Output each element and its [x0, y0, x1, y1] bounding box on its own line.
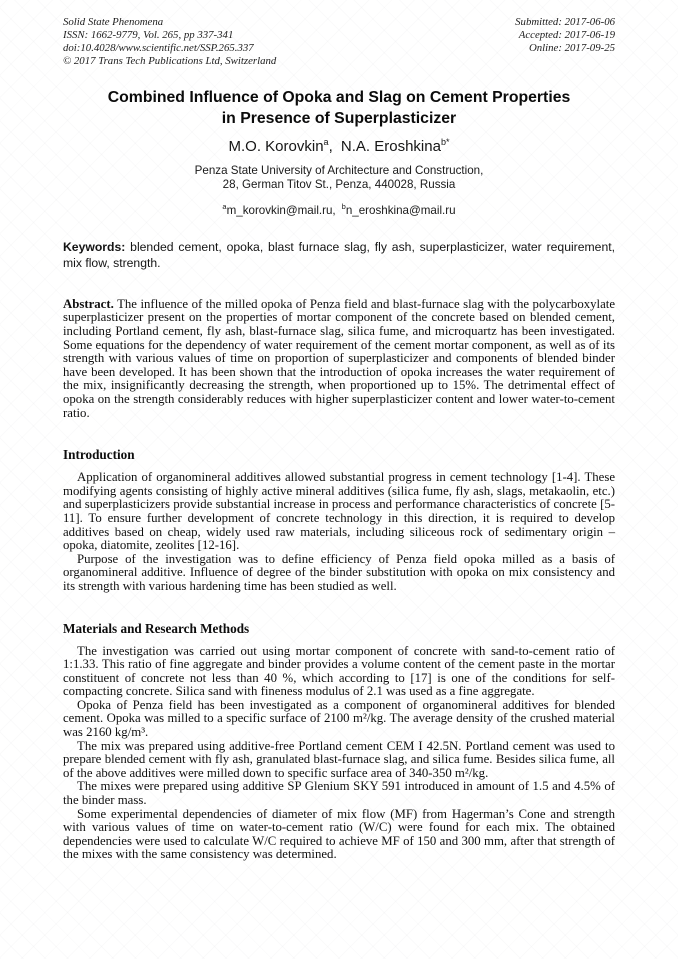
journal-masthead: [63, 16, 615, 68]
introduction-heading: Introduction: [63, 447, 135, 463]
abstract-label: Abstract.: [63, 296, 114, 311]
email-1: m_korovkin@mail.ru,: [226, 203, 336, 217]
journal-copyright: © 2017 Trans Tech Publications Ltd, Switzerland: [63, 54, 277, 67]
journal-doi: doi:10.4028/www.scientific.net/SSP.265.337: [63, 41, 254, 54]
email-2-superscript: b: [341, 201, 346, 211]
materials-paragraph-5: Some experimental dependencies of diameter of mix flow (MF) from Hagerman’s Cone and strength with various values of time on water-to-cement ratio (W/C) were found for each mix. The obtained dependencies were used to calculate W/C required to achieve MF of 150 and 300 mm, after that strength of the mixes with the same consistency was determined.: [63, 806, 615, 862]
author-2-superscript: b*: [440, 136, 450, 147]
author-emails: [63, 201, 615, 217]
email-2: n_eroshkina@mail.ru: [345, 203, 456, 217]
introduction-paragraph-1: Application of organomineral additives allowed substantial progress in cement technology [1-4]. These modifying agents consisting of highly active mineral additives (silica fume, fly ash, slags, metakaolin, etc.) and superplasticizers provide substantial increase in process and performance characteristics of concrete [5-11]. To ensure further development of concrete technology in this direction, it is required to develop additives based on cheap, widely used raw materials, including siliceous rock of sedimentary origin – opoka, diatomite, zeolites [12-16].: [63, 470, 615, 553]
journal-info: [63, 16, 276, 68]
author-1-superscript: a: [323, 136, 329, 147]
keywords-label: Keywords:: [63, 239, 126, 254]
abstract-block: [63, 298, 615, 420]
journal-issn-volume: ISSN: 1662-9779, Vol. 265, pp 337-341: [63, 28, 234, 41]
affiliation-line1: Penza State University of Architecture and Construction,: [194, 163, 484, 177]
materials-paragraph-2: Opoka of Penza field has been investigated as a component of organomineral additives for blended cement. Opoka was milled to a specific surface of 2100 m²/kg. The average density of the crushed material was 2160 kg/m³.: [63, 697, 615, 740]
online-date: Online: 2017-09-25: [528, 41, 615, 54]
author-2: N.A. Eroshkina: [340, 137, 441, 155]
author-1: M.O. Korovkin: [228, 137, 324, 155]
submission-dates: [515, 16, 615, 68]
section-introduction: [63, 447, 615, 593]
affiliation-line2: 28, German Titov St., Penza, 440028, Russia: [222, 178, 456, 192]
paper-title: [63, 87, 615, 129]
paper-title-line1: Combined Influence of Opoka and Slag on Cement Properties: [107, 88, 571, 106]
affiliation: [63, 164, 615, 193]
author-separator: ,: [328, 137, 341, 155]
keywords-text: blended cement, opoka, blast furnace slag, fly ash, superplasticizer, water requirement, mix flow, strength.: [63, 239, 615, 270]
submitted-date: Submitted: 2017-06-06: [515, 16, 615, 28]
materials-paragraph-4: The mixes were prepared using additive SP Glenium SKY 591 introduced in amount of 1.5 and 4.5% of the binder mass.: [63, 779, 615, 808]
section-materials-methods: [63, 621, 615, 863]
materials-paragraph-1: The investigation was carried out using mortar component of concrete with sand-to-cement ratio of 1:1.33. This ratio of fine aggregate and binder provides a volume content of the cement paste in the mortar constituent of concrete not less than 40 %, which according to [17] is one of the conditions for self-compacting concrete. Silica sand with fineness modulus of 2.1 was used as a fine aggregate.: [63, 643, 615, 699]
abstract-text: The influence of the milled opoka of Penza field and blast-furnace slag with the polycarboxylate superplasticizer present on the properties of mortar component of the concrete based on blended cement, including Portland cement, fly ash, blast-furnace slag, silica fume, and microquartz has been investigated. Some equations for the dependency of water requirement of the cement mortar component, as well as of its strength with various values of time on proportion of superplasticizer and components of blended binder have been developed. It has been shown that the introduction of opoka increases the water requirement of the mix, insignificantly decreasing the strength, when proportioned up to 15%. The detrimental effect of opoka on the strength considerably reduces with higher superplasticizer content and lower water-to-cement ratio.: [63, 296, 615, 420]
materials-methods-heading: Materials and Research Methods: [63, 620, 250, 636]
introduction-paragraph-2: Purpose of the investigation was to define efficiency of Penza field opoka milled as a basis of organomineral additive. Influence of degree of the binder substitution with opoka on mix consistency and its strength with various hardening time has been studied as well.: [63, 551, 615, 593]
keywords-block: [63, 239, 615, 271]
accepted-date: Accepted: 2017-06-19: [518, 28, 615, 41]
journal-name: Solid State Phenomena: [63, 16, 164, 28]
email-1-superscript: a: [222, 201, 227, 211]
authors-line: [63, 138, 615, 155]
materials-paragraph-3: The mix was prepared using additive-free Portland cement CEM I 42.5N. Portland cement was used to prepare blended cement with fly ash, granulated blast-furnace slag, and silica fume. Besides silica fume, all of the above additives were milled down to specific surface area of 340-350 m²/kg.: [63, 738, 615, 780]
paper-title-line2: in Presence of Superplasticizer: [221, 109, 457, 127]
